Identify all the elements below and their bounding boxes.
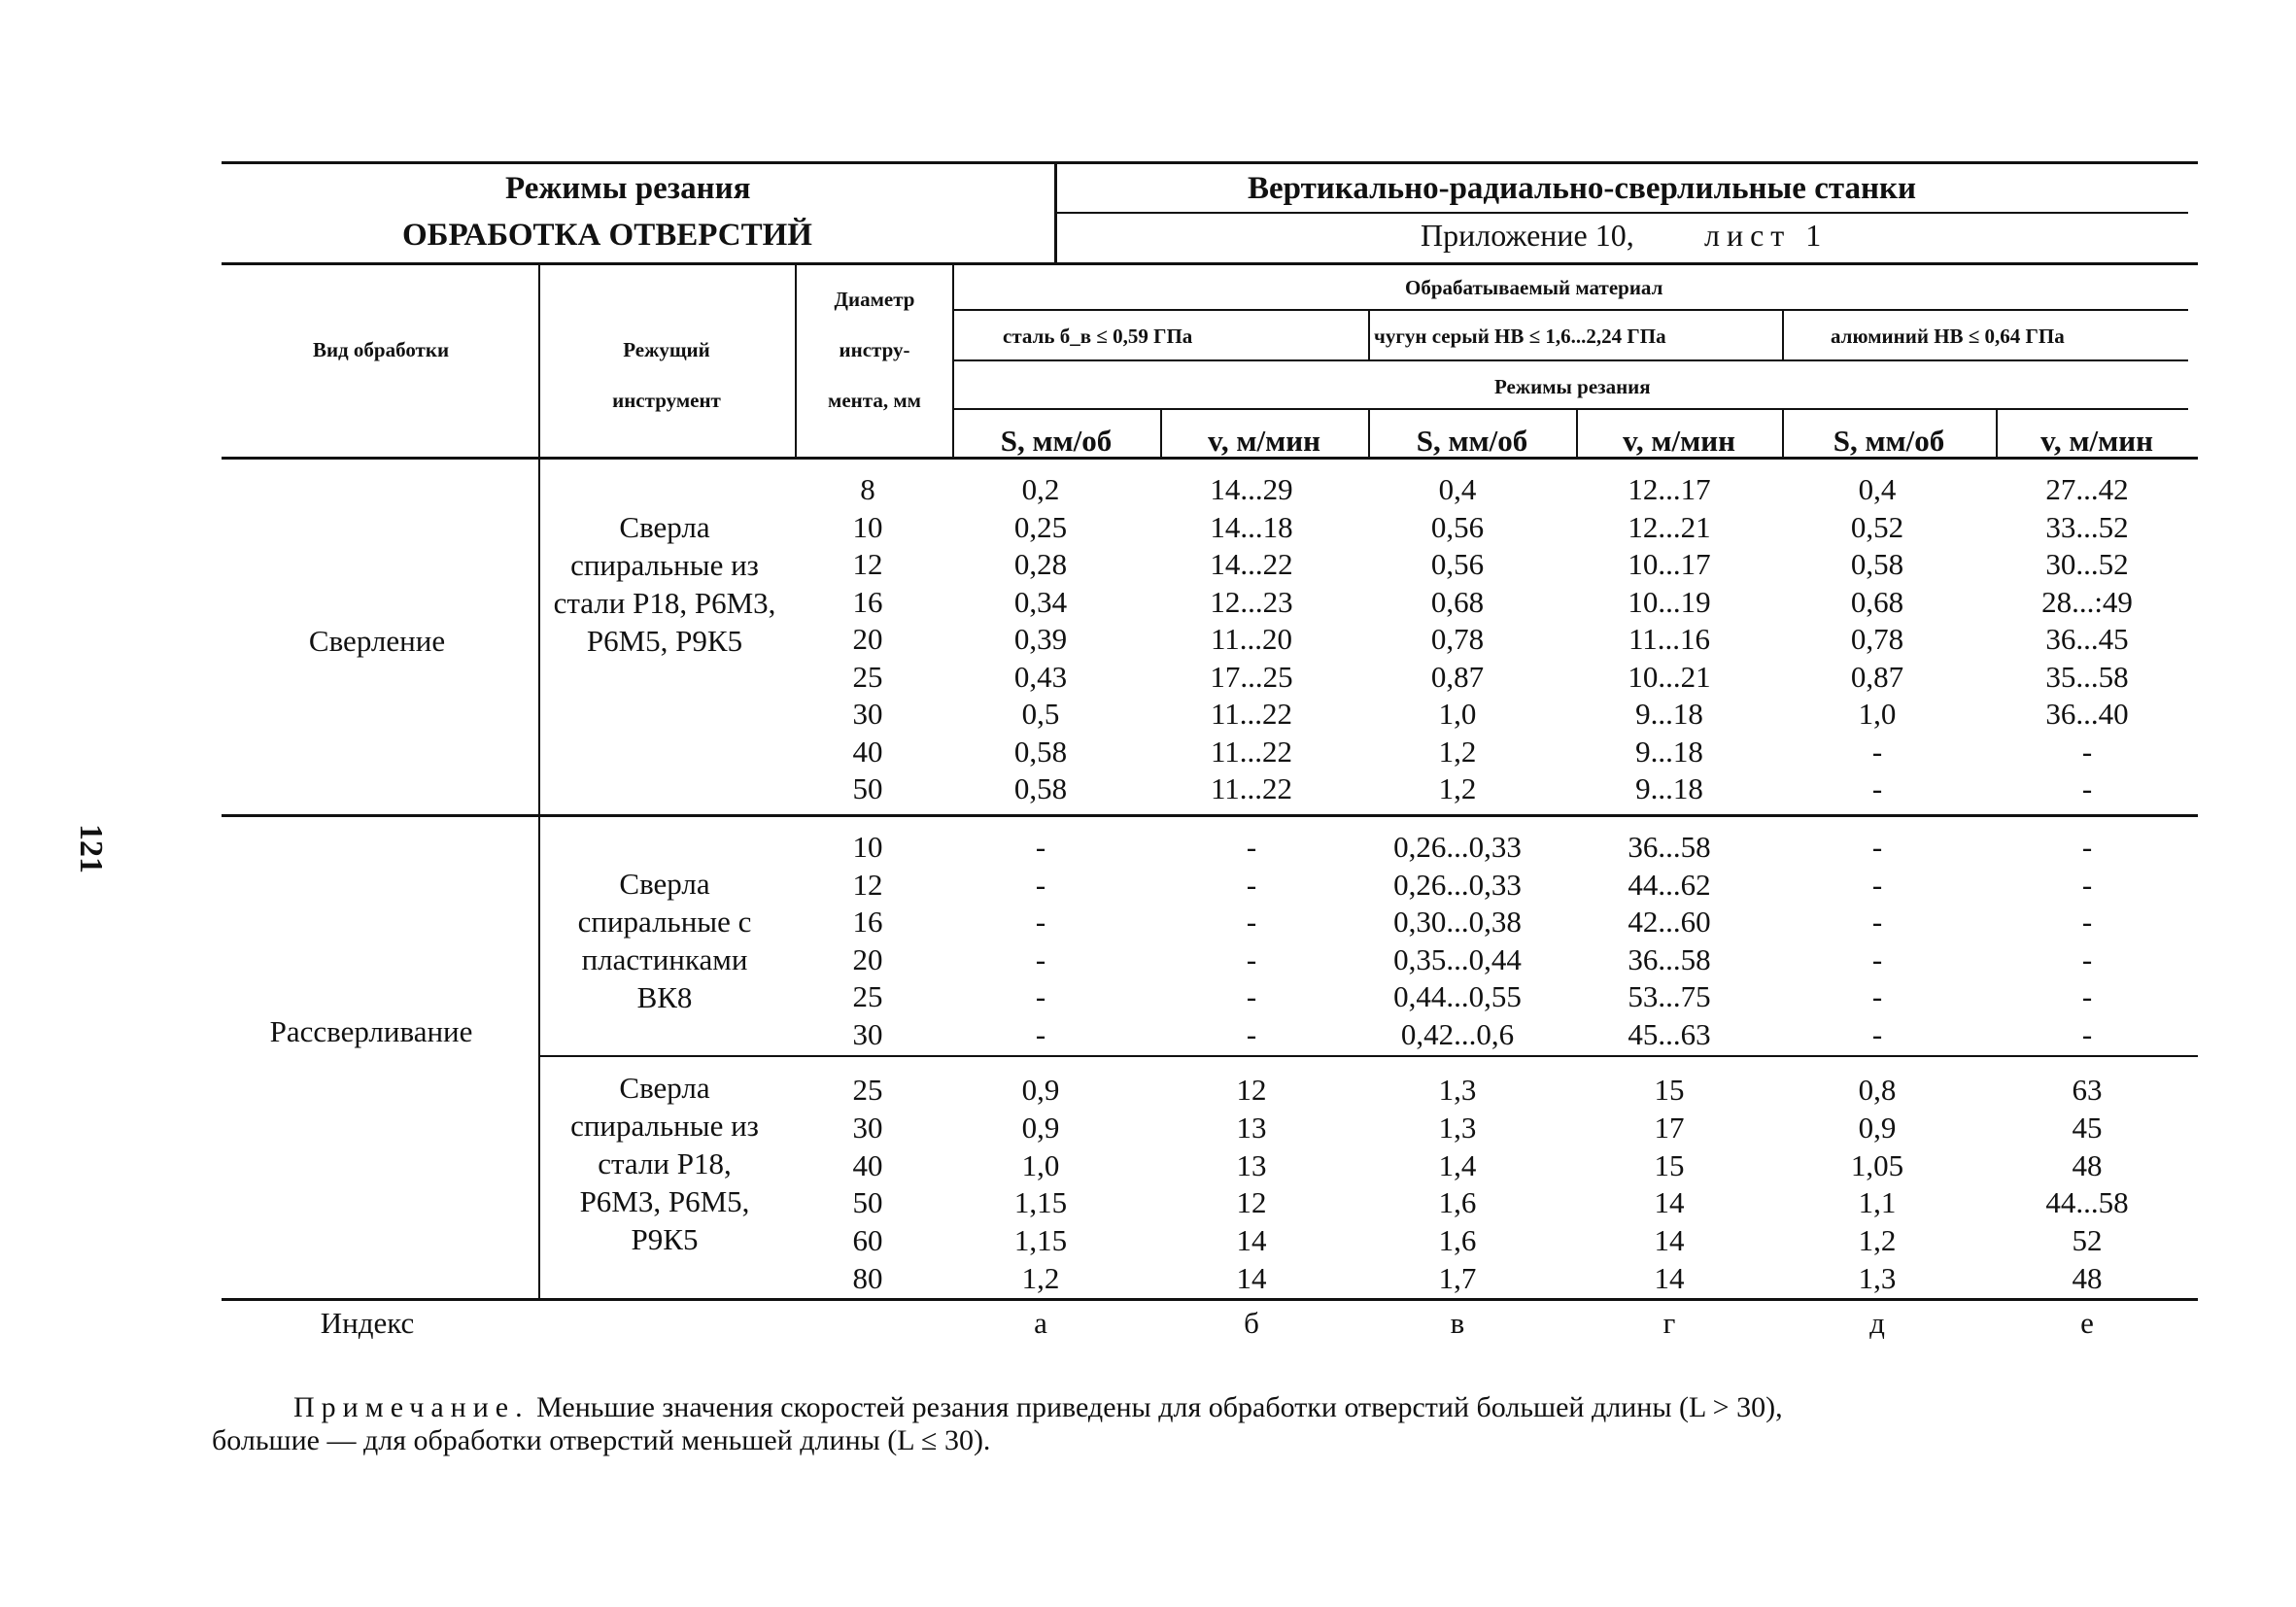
index-v: в [1450,1306,1465,1340]
table-cell: 1,15 [1013,1185,1068,1220]
table-cell: 0,78 [1430,622,1485,656]
table-cell: 63 [2072,1073,2103,1107]
sub-v-steel: v, м/мин [1208,424,1320,458]
table-cell: - [1246,867,1257,902]
table-cell: 12 [1236,1073,1267,1107]
table-cell: 1,0 [1438,697,1477,731]
table-cell: 0,9 [1021,1110,1060,1145]
table-cell: - [1246,830,1257,864]
table-cell: 12 [1236,1185,1267,1220]
index-label: Индекс [320,1306,415,1340]
table-cell: 1,3 [1858,1261,1897,1295]
table-cell: 8 [860,472,875,506]
table-cell: 36...58 [1628,830,1711,864]
col-type-label: Вид обработки [312,338,450,361]
table-cell: 14...29 [1210,472,1293,506]
header-mid-rule [1057,212,2188,214]
table-cell: 14...22 [1210,547,1293,581]
sub-v-iron: v, м/мин [1623,424,1735,458]
table-cell: 1,2 [1438,771,1477,805]
table-cell: 14 [1654,1261,1685,1295]
table-cell: - [1871,734,1883,769]
table-cell: 25 [852,1073,883,1107]
table-cell: - [2081,830,2093,864]
table-cell: 10...19 [1628,584,1711,619]
col-line-tool-head [795,264,797,459]
table-cell: 0,34 [1013,584,1068,619]
table-cell: 44...62 [1628,867,1711,902]
modes-group-label: Режимы резания [1494,375,1651,398]
table-cell: 11...22 [1210,697,1293,731]
sub-div-3 [1576,408,1578,459]
table-cell: - [1035,941,1046,976]
material-steel: сталь б_в ≤ 0,59 ГПа [1003,325,1193,348]
table-cell: - [1035,1016,1046,1051]
sub-div-4 [1782,408,1784,459]
modes-rule [952,408,2188,410]
sub-div-1 [1160,408,1162,459]
table-cell: 0,9 [1858,1110,1897,1145]
table-cell: 36...58 [1628,941,1711,976]
table-cell: 14 [1654,1223,1685,1258]
table-cell: 12 [852,867,883,902]
note-line-2: большие — для обработки отверстий меньшей длины (L ≤ 30). [212,1424,991,1456]
table-cell: 0,28 [1013,547,1068,581]
table-cell: 14 [1236,1223,1267,1258]
table-cell: 9...18 [1635,734,1703,769]
right-title: Вертикально-радиально-сверлильные станки [1248,171,1917,206]
table-cell: 40 [852,1147,883,1182]
table-cell: - [2081,941,2093,976]
table-cell: - [1035,867,1046,902]
table-cell: 1,0 [1021,1147,1060,1182]
section-rule-1 [222,814,2198,817]
table-cell: 53...75 [1628,979,1711,1013]
table-cell: 30 [852,1110,883,1145]
table-cell: 0,43 [1013,659,1068,694]
table-cell: 0,25 [1013,509,1068,544]
index-d: д [1869,1306,1885,1340]
material-names-rule [952,359,2188,361]
table-cell: 13 [1236,1147,1267,1182]
table-cell: 30 [852,697,883,731]
page-number: 121 [73,824,109,873]
col-line-type [538,264,540,1298]
table-cell: 27...42 [2045,472,2129,506]
table-cell: - [1871,905,1883,939]
table-cell: 10 [852,509,883,544]
table-cell: 0,68 [1430,584,1485,619]
table-cell: 1,4 [1438,1147,1477,1182]
index-a: а [1034,1306,1047,1340]
table-cell: 1,6 [1438,1185,1477,1220]
table-cell: 0,26...0,33 [1393,867,1522,902]
table-cell: - [2081,1016,2093,1051]
note-text-1: Меньшие значения скоростей резания приведены для обработки отверстий большей длины (L > 30), [536,1391,1783,1423]
col-line-diam-head [952,264,954,459]
table-cell: 17...25 [1210,659,1293,694]
table-cell: 40 [852,734,883,769]
table-cell: 11...16 [1628,622,1711,656]
table-cell: 25 [852,659,883,694]
material-group-label: Обрабатываемый материал [1405,276,1663,299]
sub-s-alu: S, мм/об [1833,424,1945,458]
table-cell: 1,05 [1850,1147,1904,1182]
section-tool-steel: Сверла спиральные из стали Р18, Р6М3, Р6М5, Р9К5 [570,1071,759,1256]
table-cell: 45 [2072,1110,2103,1145]
table-cell: 11...22 [1210,771,1293,805]
table-cell: - [1246,1016,1257,1051]
col-diameter-label: Диаметр инстру- мента, мм [828,288,921,412]
table-cell: 1,3 [1438,1073,1477,1107]
table-cell: 35...58 [2045,659,2129,694]
table-cell: - [1246,979,1257,1013]
table-cell: - [2081,734,2093,769]
table-cell: 0,42...0,6 [1400,1016,1515,1051]
section-tool-drilling: Сверла спиральные из стали Р18, Р6М3, Р6М5, Р9К5 [553,510,776,658]
mat-div-1 [1368,309,1370,361]
table-cell: - [1871,867,1883,902]
table-cell: 0,2 [1021,472,1060,506]
table-cell: - [1246,941,1257,976]
appendix-label: Приложение 10, [1421,218,1634,253]
table-cell: 36...40 [2045,697,2129,731]
col-tool-label: Режущий инструмент [612,338,721,412]
table-cell: 0,52 [1850,509,1904,544]
sheet-label: лист 1 [1704,218,1829,253]
index-b: б [1244,1306,1259,1340]
table-cell: - [2081,905,2093,939]
top-rule [222,161,2198,164]
sub-s-steel: S, мм/об [1000,424,1113,458]
table-cell: 33...52 [2045,509,2129,544]
table-cell: 0,4 [1438,472,1477,506]
section-type-drilling: Сверление [308,624,446,658]
table-cell: 28...:49 [2041,584,2133,619]
table-cell: - [2081,979,2093,1013]
material-cast-iron: чугун серый НВ ≤ 1,6...2,24 ГПа [1374,325,1666,348]
table-cell: 9...18 [1635,697,1703,731]
material-rule [952,309,2188,311]
table-cell: 11...20 [1210,622,1293,656]
table-cell: 0,44...0,55 [1393,979,1522,1013]
table-cell: 14...18 [1210,509,1293,544]
table-cell: 1,7 [1438,1261,1477,1295]
table-cell: 0,35...0,44 [1393,941,1522,976]
left-subtitle: ОБРАБОТКА ОТВЕРСТИЙ [402,218,812,253]
table-cell: 1,3 [1438,1110,1477,1145]
section-tool-vk8: Сверла спиральные с пластинками ВК8 [577,867,752,1014]
table-cell: 16 [852,584,883,619]
table-cell: 1,6 [1438,1223,1477,1258]
table-cell: 12...21 [1628,509,1711,544]
table-cell: 42...60 [1628,905,1711,939]
table-cell: 13 [1236,1110,1267,1145]
table-cell: 0,58 [1013,771,1068,805]
sub-v-alu: v, м/мин [2040,424,2153,458]
table-cell: 17 [1654,1110,1685,1145]
table-cell: - [2081,867,2093,902]
index-g: г [1662,1306,1676,1340]
table-cell: 11...22 [1210,734,1293,769]
mat-div-2 [1782,309,1784,361]
table-cell: - [1035,979,1046,1013]
table-cell: - [1871,979,1883,1013]
table-cell: 0,4 [1858,472,1897,506]
table-cell: - [1246,905,1257,939]
table-cell: 12...23 [1210,584,1293,619]
table-cell: 0,9 [1021,1073,1060,1107]
table-cell: - [1871,1016,1883,1051]
note-label: Примечание. [293,1391,530,1423]
table-cell: 20 [852,941,883,976]
table-cell: 9...18 [1635,771,1703,805]
table-cell: 0,30...0,38 [1393,905,1522,939]
table-cell: 0,39 [1013,622,1068,656]
sub-s-iron: S, мм/об [1416,424,1528,458]
table-cell: - [2081,771,2093,805]
table-cell: 20 [852,622,883,656]
table-cell: 10...21 [1628,659,1711,694]
table-cell: - [1871,771,1883,805]
table-cell: 50 [852,771,883,805]
table-cell: 14 [1236,1261,1267,1295]
table-cell: 30 [852,1016,883,1051]
table-cell: 52 [2072,1223,2103,1258]
table-cell: 1,2 [1438,734,1477,769]
table-cell: 10...17 [1628,547,1711,581]
table-cell: 16 [852,905,883,939]
table-cell: 25 [852,979,883,1013]
table-cell: 10 [852,830,883,864]
table-cell: 1,1 [1858,1185,1897,1220]
index-e: е [2080,1306,2094,1340]
table-cell: 0,87 [1430,659,1485,694]
table-cell: 0,26...0,33 [1393,830,1522,864]
table-cell: 0,58 [1850,547,1904,581]
table-cell: 0,68 [1850,584,1904,619]
table-cell: 48 [2072,1147,2103,1182]
table-cell: 1,2 [1021,1261,1060,1295]
material-aluminium: алюминий НВ ≤ 0,64 ГПа [1831,325,2065,348]
table-bottom-rule [222,1298,2198,1301]
table-cell: 50 [852,1185,883,1220]
table-cell: - [1871,830,1883,864]
table-cell: 0,8 [1858,1073,1897,1107]
table-cell: 12 [852,547,883,581]
table-cell: 0,5 [1021,697,1060,731]
table-cell: 30...52 [2045,547,2129,581]
table-cell: 0,56 [1430,547,1485,581]
table-cell: 0,87 [1850,659,1904,694]
table-cell: 1,0 [1858,697,1897,731]
table-cell: 44...58 [2045,1185,2129,1220]
table-cell: - [1871,941,1883,976]
left-title: Режимы резания [505,171,751,206]
table-cell: 15 [1654,1147,1685,1182]
table-cell: 45...63 [1628,1016,1711,1051]
table-cell: 1,15 [1013,1223,1068,1258]
table-cell: - [1035,830,1046,864]
table-cell: 1,2 [1858,1223,1897,1258]
table-cell: 15 [1654,1073,1685,1107]
table-cell: 0,78 [1850,622,1904,656]
table-cell: 0,58 [1013,734,1068,769]
table-cell: 12...17 [1628,472,1711,506]
table-cell: 0,56 [1430,509,1485,544]
table-cell: 36...45 [2045,622,2129,656]
note-line-1 [293,1391,1783,1424]
table-cell: 14 [1654,1185,1685,1220]
table-cell: - [1035,905,1046,939]
section-type-reaming: Рассверливание [269,1014,473,1048]
sub-div-5 [1996,408,1998,459]
header-bottom-rule [222,262,2198,265]
subsection-rule [538,1055,2198,1057]
sub-div-2 [1368,408,1370,459]
table-cell: 48 [2072,1261,2103,1295]
table-cell: 60 [852,1223,883,1258]
table-cell: 80 [852,1261,883,1295]
